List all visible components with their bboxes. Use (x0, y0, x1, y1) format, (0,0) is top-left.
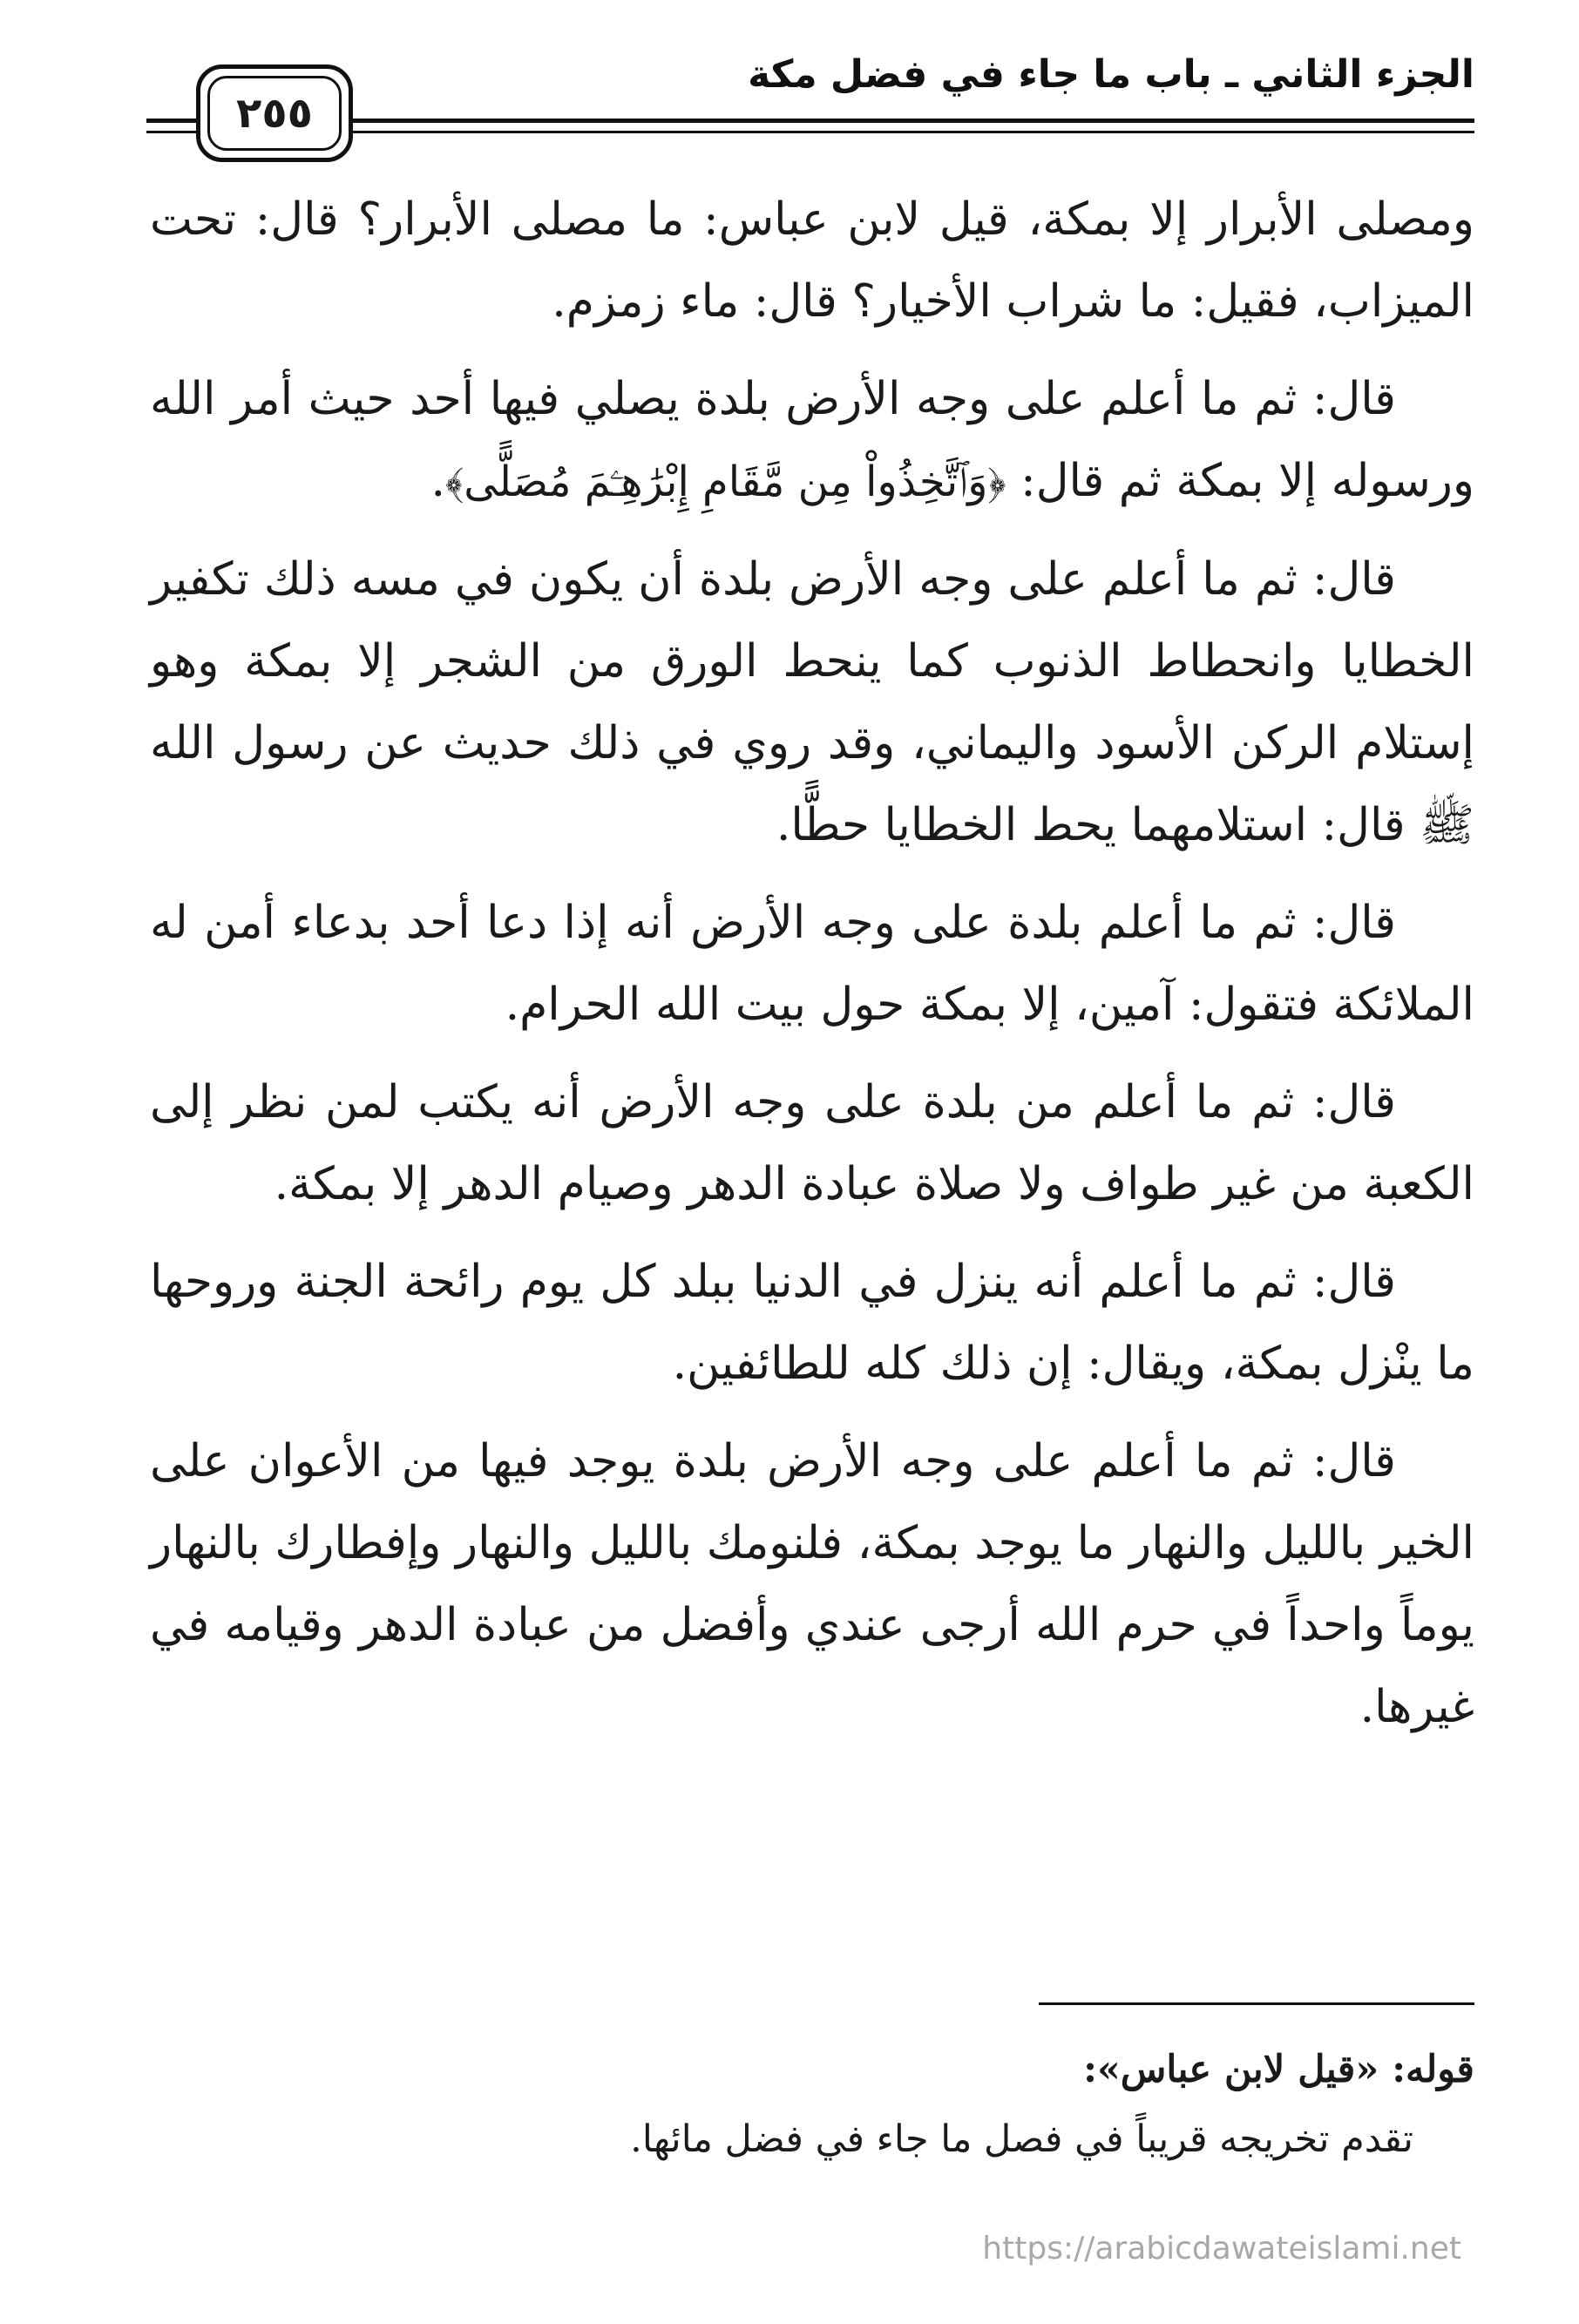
paragraph (150, 358, 1474, 523)
paragraph-text: . (430, 455, 445, 507)
paragraph: قال: ثم ما أعلم من بلدة على وجه الأرض أنه يكتب لمن نظر إلى الكعبة من غير طواف ولا صلاة عبادة الدهر وصيام الدهر إلا بمكة. (150, 1076, 1474, 1210)
paragraph: قال: ثم ما أعلم على وجه الأرض بلدة يوجد فيها من الأعوان على الخير بالليل والنهار ما يوجد بمكة، فلنومك بالليل والنهار وإفطارك بالنهار يوماً واحداً في حرم الله أرجى عندي وأفضل من عبادة الدهر وقيامه في غيرها. (150, 1435, 1474, 1733)
paragraph: قال: ثم ما أعلم أنه ينزل في الدنيا ببلد كل يوم رائحة الجنة وروحها ما ينْزل بمكة، ويقال: إن ذلك كله للطائفين. (150, 1256, 1474, 1390)
paragraph: قال: ثم ما أعلم بلدة على وجه الأرض أنه إذا دعا أحد بدعاء أمن له الملائكة فتقول: آمين، إلا بمكة حول بيت الله الحرام. (150, 897, 1474, 1031)
main-text (150, 179, 1474, 1764)
quran-verse: ﴿وَٱتَّخِذُواْ مِن مَّقَامِ إِبْرَٰهِـۧمَ مُصَلًّى﴾ (445, 457, 1006, 506)
footnote-heading: قوله: «قيل لابن عباس»: (1083, 2048, 1474, 2091)
footnotes (150, 2035, 1474, 2174)
paragraph: قال: ثم ما أعلم على وجه الأرض بلدة أن يكون في مسه ذلك تكفير الخطايا وانحطاط الذنوب كما ينحط الورق من الشجر إلا بمكة وهو إستلام الركن الأسود واليماني، وقد روي في ذلك حديث عن رسول الله ﷺ قال: استلامهما يحط الخطايا حطًّا. (150, 553, 1474, 851)
page-number: ٢٥٥ (207, 76, 342, 151)
footnote-separator (1039, 2002, 1474, 2005)
footnote-text: تقدم تخريجه قريباً في فصل ما جاء في فضل مائها. (630, 2117, 1413, 2161)
running-title: الجزء الثاني ـ باب ما جاء في فضل مكة (748, 52, 1474, 97)
watermark-url: https://arabicdawateislami.net (982, 2231, 1461, 2266)
page-number-frame (196, 64, 353, 162)
paragraph-text: قال: ثم ما أعلم على وجه الأرض بلدة يصلي فيها أحد حيث أمر الله ورسوله إلا بمكة ثم قال: (150, 373, 1474, 507)
paragraph: ومصلى الأبرار إلا بمكة، قيل لابن عباس: ما مصلى الأبرار؟ قال: تحت الميزاب، فقيل: ما شراب الأخيار؟ قال: ماء زمزم. (150, 193, 1474, 328)
